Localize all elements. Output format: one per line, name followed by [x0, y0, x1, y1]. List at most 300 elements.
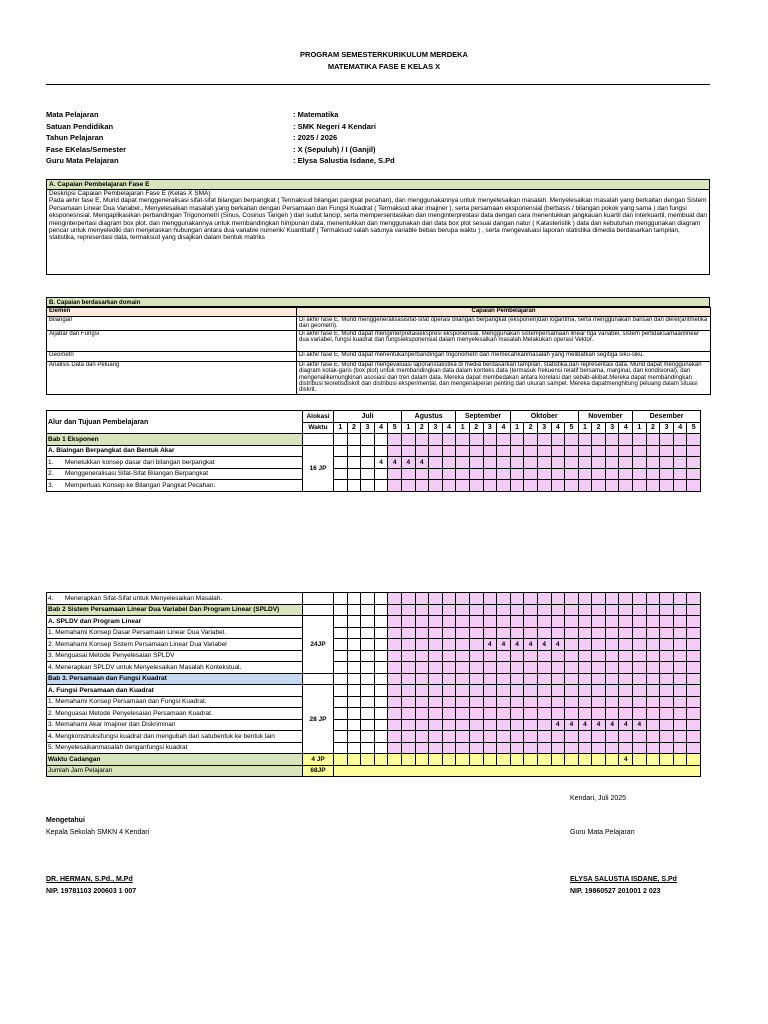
week-cell: [524, 719, 538, 731]
week-cell: [469, 445, 483, 457]
week-cell: [565, 445, 579, 457]
week-cell: [646, 719, 660, 731]
week-cell: [592, 604, 606, 616]
week-number: 1: [578, 422, 592, 434]
week-cell: [565, 673, 579, 685]
week-cell: [646, 662, 660, 674]
info-label: Guru Mata Pelajaran: [46, 156, 119, 166]
week-cell: [415, 593, 429, 605]
week-cell: [497, 696, 511, 708]
week-cell: [429, 708, 443, 720]
week-cell: [442, 434, 456, 446]
week-cell: [646, 742, 660, 754]
week-cell: [497, 457, 511, 469]
week-cell: [551, 708, 565, 720]
week-cell: [388, 616, 402, 628]
week-cell: [578, 754, 592, 766]
info-label: Satuan Pendidikan: [46, 121, 114, 131]
info-row: [46, 144, 710, 156]
week-cell: [483, 754, 497, 766]
week-cell: 4: [415, 457, 429, 469]
week-cell: [537, 754, 551, 766]
week-cell: 4: [592, 719, 606, 731]
week-cell: [334, 480, 348, 492]
week-cell: [578, 731, 592, 743]
month-header: Desember: [633, 411, 701, 423]
doc-title-line2: MATEMATIKA FASE E KELAS X: [327, 62, 441, 71]
week-cell: 4: [619, 719, 633, 731]
week-cell: [415, 719, 429, 731]
week-cell: [334, 604, 348, 616]
week-cell: [456, 685, 470, 697]
week-cell: [605, 696, 619, 708]
week-cell: [456, 616, 470, 628]
week-cell: [592, 742, 606, 754]
week-cell: [592, 457, 606, 469]
week-cell: [334, 696, 348, 708]
week-cell: [673, 708, 687, 720]
week-cell: [361, 468, 375, 480]
week-cell: [510, 696, 524, 708]
week-cell: [578, 434, 592, 446]
week-cell: 4: [578, 719, 592, 731]
week-cell: [401, 480, 415, 492]
week-cell: [497, 593, 511, 605]
schedule-table-bottom: [46, 592, 701, 777]
week-cell: [334, 719, 348, 731]
week-cell: [497, 627, 511, 639]
week-cell: [510, 480, 524, 492]
week-cell: [687, 719, 701, 731]
week-cell: [429, 604, 443, 616]
week-cell: [374, 742, 388, 754]
week-cell: [374, 719, 388, 731]
week-cell: [442, 719, 456, 731]
week-cell: [469, 685, 483, 697]
week-cell: [551, 685, 565, 697]
week-cell: [401, 604, 415, 616]
week-number: 1: [633, 422, 647, 434]
week-cell: [537, 685, 551, 697]
domain-table: [46, 307, 711, 395]
week-cell: [510, 685, 524, 697]
week-cell: [469, 627, 483, 639]
week-cell: [442, 742, 456, 754]
week-cell: [619, 434, 633, 446]
week-cell: [578, 650, 592, 662]
week-cell: [592, 696, 606, 708]
week-cell: [483, 662, 497, 674]
week-cell: [605, 650, 619, 662]
col-cp-header: Capaian Pembelajaran: [297, 308, 711, 317]
week-cell: [551, 627, 565, 639]
week-cell: [578, 742, 592, 754]
week-cell: [646, 754, 660, 766]
waktu-cadangan-label: Waktu Cadangan: [47, 754, 303, 766]
week-cell: [565, 616, 579, 628]
week-cell: [456, 754, 470, 766]
week-cell: [483, 480, 497, 492]
week-cell: [524, 604, 538, 616]
week-cell: [687, 616, 701, 628]
bab-1-title: Bab 1 Eksponen: [47, 434, 303, 446]
week-cell: [469, 673, 483, 685]
week-cell: [551, 662, 565, 674]
week-cell: [524, 650, 538, 662]
week-cell: [551, 616, 565, 628]
week-cell: [469, 719, 483, 731]
learning-objective: [47, 480, 303, 492]
week-cell: [565, 685, 579, 697]
week-cell: 4: [510, 639, 524, 651]
week-cell: [633, 754, 647, 766]
week-cell: [633, 604, 647, 616]
week-cell: [524, 445, 538, 457]
week-cell: [415, 754, 429, 766]
week-cell: [347, 696, 361, 708]
alokasi-cell: 24JP: [303, 616, 334, 674]
week-cell: [456, 662, 470, 674]
week-cell: [334, 754, 348, 766]
week-cell: [660, 650, 674, 662]
week-cell: [537, 719, 551, 731]
week-cell: [456, 480, 470, 492]
week-cell: [510, 627, 524, 639]
week-cell: [537, 662, 551, 674]
week-cell: [646, 468, 660, 480]
alokasi-bab-1: 16 JP: [303, 445, 334, 491]
week-cell: [483, 685, 497, 697]
week-cell: [619, 445, 633, 457]
week-cell: [497, 673, 511, 685]
week-cell: [347, 639, 361, 651]
week-cell: [524, 708, 538, 720]
week-cell: [537, 593, 551, 605]
week-cell: [524, 662, 538, 674]
week-cell: [388, 731, 402, 743]
week-cell: [578, 604, 592, 616]
week-cell: [469, 639, 483, 651]
week-cell: [347, 708, 361, 720]
week-cell: [565, 434, 579, 446]
week-cell: [510, 754, 524, 766]
objective-text: Menggeneralisasi Sifat-Sifat Bilangan Berpangkat: [65, 470, 209, 478]
week-cell: [660, 662, 674, 674]
week-cell: [660, 742, 674, 754]
week-cell: [565, 593, 579, 605]
week-cell: [483, 627, 497, 639]
week-cell: [374, 604, 388, 616]
week-cell: [347, 627, 361, 639]
week-cell: [551, 593, 565, 605]
week-cell: [510, 445, 524, 457]
week-cell: [673, 627, 687, 639]
week-cell: 4: [633, 719, 647, 731]
week-cell: [660, 719, 674, 731]
week-cell: 4: [374, 457, 388, 469]
week-number: 1: [334, 422, 348, 434]
week-cell: [415, 627, 429, 639]
week-cell: [469, 731, 483, 743]
week-number: 3: [361, 422, 375, 434]
week-cell: [361, 754, 375, 766]
week-cell: [469, 754, 483, 766]
week-cell: [483, 468, 497, 480]
month-header: Agustus: [401, 411, 455, 423]
week-cell: [334, 685, 348, 697]
week-cell: [687, 650, 701, 662]
week-cell: [347, 754, 361, 766]
week-cell: [442, 673, 456, 685]
week-cell: [673, 468, 687, 480]
week-cell: [524, 457, 538, 469]
place-date: Kendari, Juli 2025: [570, 795, 627, 802]
month-header: September: [456, 411, 510, 423]
week-cell: [524, 480, 538, 492]
week-cell: [605, 445, 619, 457]
week-cell: [456, 639, 470, 651]
week-cell: [565, 639, 579, 651]
week-cell: [388, 627, 402, 639]
week-cell: [578, 593, 592, 605]
week-cell: [605, 673, 619, 685]
week-cell: [456, 742, 470, 754]
week-cell: [334, 650, 348, 662]
jumlah-jam-label: Jumlah Jam Pelajaran: [47, 765, 303, 777]
week-cell: [646, 457, 660, 469]
bab-3-title: Bab 3. Persamaan dan Fungsi Kuadrat: [47, 673, 303, 685]
week-cell: [497, 480, 511, 492]
week-cell: [497, 719, 511, 731]
week-cell: [565, 754, 579, 766]
week-cell: [469, 650, 483, 662]
week-cell: [334, 468, 348, 480]
week-cell: [633, 662, 647, 674]
week-cell: [687, 742, 701, 754]
week-cell: [660, 673, 674, 685]
week-cell: [537, 468, 551, 480]
week-cell: [442, 685, 456, 697]
week-cell: [334, 627, 348, 639]
week-cell: [374, 673, 388, 685]
week-cell: [578, 445, 592, 457]
week-cell: [456, 731, 470, 743]
week-cell: [605, 480, 619, 492]
week-cell: [483, 604, 497, 616]
week-cell: [565, 742, 579, 754]
learning-objective: [47, 457, 303, 469]
week-cell: [687, 754, 701, 766]
info-value: : 2025 / 2026: [293, 133, 338, 143]
info-value: : Matematika: [293, 110, 339, 120]
week-cell: [469, 604, 483, 616]
week-cell: [347, 719, 361, 731]
week-cell: [619, 604, 633, 616]
week-cell: [619, 639, 633, 651]
week-cell: [483, 742, 497, 754]
week-number: 2: [347, 422, 361, 434]
domain-cp: Di akhir fase E, Murid dapat menginterpretasiekspresi eksponensial. Menggunakan sistempersamaan linear tiga variabel, sistem pertidaksamaanlinear dua variabel, fungsi kuadrat dan fungsieksponensial dalam menyelesaikan masalah.Melakukan operasi Vektor.: [297, 330, 711, 351]
week-cell: [442, 468, 456, 480]
week-cell: [456, 457, 470, 469]
info-value: : SMK Negeri 4 Kendari: [293, 121, 376, 131]
mengetahui-label: Mengetahui: [46, 817, 85, 824]
week-cell: [687, 593, 701, 605]
jumlah-jam-alokasi: 68JP: [303, 765, 334, 777]
week-cell: [347, 457, 361, 469]
week-cell: 4: [388, 457, 402, 469]
week-cell: [646, 685, 660, 697]
week-cell: [646, 627, 660, 639]
info-label: Tahun Pelajaran: [46, 133, 104, 143]
week-cell: [483, 445, 497, 457]
week-cell: [374, 650, 388, 662]
week-cell: [388, 742, 402, 754]
week-cell: [415, 696, 429, 708]
week-cell: 4: [401, 457, 415, 469]
week-cell: [497, 708, 511, 720]
week-cell: [578, 616, 592, 628]
week-cell: [673, 719, 687, 731]
week-number: 3: [660, 422, 674, 434]
week-number: 3: [429, 422, 443, 434]
week-cell: [415, 434, 429, 446]
week-cell: [334, 731, 348, 743]
week-cell: [415, 468, 429, 480]
week-cell: [334, 742, 348, 754]
week-cell: [361, 434, 375, 446]
week-cell: [646, 673, 660, 685]
week-cell: [565, 480, 579, 492]
week-cell: [483, 593, 497, 605]
week-cell: [646, 604, 660, 616]
week-cell: [429, 650, 443, 662]
col-alokasi-header-1: Alokasi: [303, 411, 334, 423]
week-cell: [660, 627, 674, 639]
week-cell: [605, 604, 619, 616]
week-cell: [497, 685, 511, 697]
week-cell: [592, 673, 606, 685]
domain-elemen: Aljabar dan Fungsi: [47, 330, 297, 351]
week-number: 4: [551, 422, 565, 434]
objective-number: 2.: [48, 470, 54, 478]
week-cell: [456, 719, 470, 731]
week-cell: [469, 593, 483, 605]
week-cell: [578, 468, 592, 480]
week-cell: [429, 639, 443, 651]
month-header: Oktober: [510, 411, 578, 423]
week-cell: [415, 673, 429, 685]
week-number: 4: [673, 422, 687, 434]
week-cell: [401, 673, 415, 685]
week-cell: [633, 593, 647, 605]
week-cell: [592, 708, 606, 720]
week-cell: [537, 708, 551, 720]
week-cell: [388, 708, 402, 720]
week-cell: [483, 457, 497, 469]
week-cell: [497, 731, 511, 743]
col-alur-header: Alur dan Tujuan Pembelajaran: [47, 411, 303, 434]
week-number: 3: [605, 422, 619, 434]
week-cell: [551, 696, 565, 708]
domain-elemen: Bilangan: [47, 317, 297, 331]
week-cell: [361, 719, 375, 731]
week-cell: [646, 445, 660, 457]
week-cell: [510, 604, 524, 616]
week-cell: 4: [537, 639, 551, 651]
week-cell: [388, 468, 402, 480]
learning-objective: 2. Menguasai Metode Penyelesaian Persamaan Kuadrat.: [47, 708, 303, 720]
week-cell: [565, 457, 579, 469]
week-number: 1: [401, 422, 415, 434]
week-cell: [388, 662, 402, 674]
week-cell: [592, 639, 606, 651]
week-cell: [660, 754, 674, 766]
week-cell: [469, 480, 483, 492]
week-cell: [429, 627, 443, 639]
week-cell: [619, 673, 633, 685]
week-cell: [592, 685, 606, 697]
week-cell: [456, 696, 470, 708]
week-cell: [633, 480, 647, 492]
col-elemen-header: Elemen: [47, 308, 297, 317]
week-cell: [673, 696, 687, 708]
week-cell: [687, 639, 701, 651]
week-cell: [687, 731, 701, 743]
week-cell: [633, 731, 647, 743]
week-cell: [619, 742, 633, 754]
week-cell: [388, 673, 402, 685]
guru-name: ELYSA SALUSTIA ISDANE, S.Pd: [570, 876, 677, 883]
week-number: 5: [565, 422, 579, 434]
week-cell: [633, 742, 647, 754]
week-cell: [374, 639, 388, 651]
learning-objective: 4. Mengkonstruksifungsi kuadrat dan mengubah dari satubentuk ke bentuk lain: [47, 731, 303, 743]
week-cell: [673, 604, 687, 616]
week-cell: [483, 616, 497, 628]
week-cell: [429, 673, 443, 685]
week-cell: [578, 673, 592, 685]
week-cell: [524, 616, 538, 628]
week-cell: [401, 616, 415, 628]
week-cell: [347, 673, 361, 685]
week-cell: [673, 685, 687, 697]
week-cell: [673, 662, 687, 674]
week-cell: [524, 754, 538, 766]
week-cell: [469, 457, 483, 469]
week-cell: [497, 604, 511, 616]
week-cell: [578, 685, 592, 697]
week-cell: [524, 434, 538, 446]
week-cell: [388, 639, 402, 651]
week-cell: [524, 627, 538, 639]
learning-objective: 1. Memahami Konsep Dasar Persamaan Linear Dua Variabel.: [47, 627, 303, 639]
week-cell: [401, 468, 415, 480]
alokasi-cell: 28 JP: [303, 685, 334, 754]
week-cell: [374, 662, 388, 674]
week-cell: [429, 480, 443, 492]
doc-title-line1: PROGRAM SEMESTERKURIKULUM MERDEKA: [300, 50, 468, 59]
week-cell: [442, 639, 456, 651]
week-cell: [429, 731, 443, 743]
week-cell: [429, 696, 443, 708]
week-cell: [592, 616, 606, 628]
alokasi-cell: [303, 434, 334, 446]
week-cell: [687, 457, 701, 469]
week-cell: [483, 708, 497, 720]
week-cell: [619, 696, 633, 708]
section-capaian-domain: [46, 297, 710, 395]
